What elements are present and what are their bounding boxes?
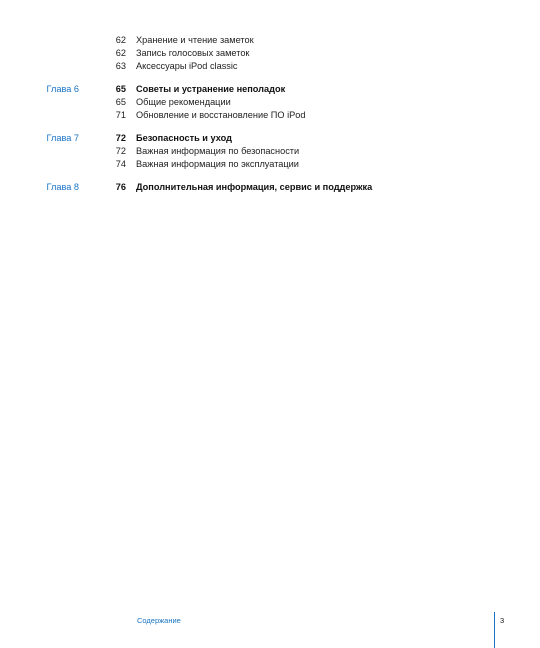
toc-chapter-entry[interactable] (0, 181, 540, 194)
page-number: 62 (115, 35, 126, 45)
page-number: 63 (115, 61, 126, 71)
toc-entry[interactable] (0, 109, 540, 122)
page-number: 72 (115, 133, 126, 143)
page-number: 71 (115, 110, 126, 120)
entry-title[interactable]: Хранение и чтение заметок (136, 35, 254, 45)
page-number: 65 (115, 84, 126, 94)
toc-entry[interactable] (0, 60, 540, 73)
footer-section-label: Содержание (137, 616, 181, 625)
chapter-title[interactable]: Безопасность и уход (136, 133, 232, 143)
page-number: 72 (115, 146, 126, 156)
chapter-label: Глава 6 (46, 84, 79, 94)
page-number: 65 (115, 97, 126, 107)
entry-title[interactable]: Обновление и восстановление ПО iPod (136, 110, 306, 120)
entry-title[interactable]: Запись голосовых заметок (136, 48, 250, 58)
toc-entry[interactable] (0, 47, 540, 60)
chapter-title[interactable]: Дополнительная информация, сервис и поддержка (136, 182, 373, 192)
entry-title[interactable]: Важная информация по безопасности (136, 146, 300, 156)
page-number: 76 (115, 182, 126, 192)
toc-chapter-entry[interactable] (0, 83, 540, 96)
chapter-title[interactable]: Советы и устранение неполадок (136, 84, 286, 94)
toc-entry[interactable] (0, 34, 540, 47)
chapter-label: Глава 8 (46, 182, 79, 192)
entry-title[interactable]: Аксессуары iPod classic (136, 61, 238, 71)
toc-entry[interactable] (0, 145, 540, 158)
chapter-label: Глава 7 (46, 133, 79, 143)
footer-page-number: 3 (500, 616, 505, 625)
page-number: 62 (115, 48, 126, 58)
footer-divider (494, 612, 495, 648)
toc-entry[interactable] (0, 158, 540, 171)
toc-chapter-entry[interactable] (0, 132, 540, 145)
toc-entry[interactable] (0, 96, 540, 109)
page-number: 74 (115, 159, 126, 169)
entry-title[interactable]: Важная информация по эксплуатации (136, 159, 299, 169)
entry-title[interactable]: Общие рекомендации (136, 97, 231, 107)
